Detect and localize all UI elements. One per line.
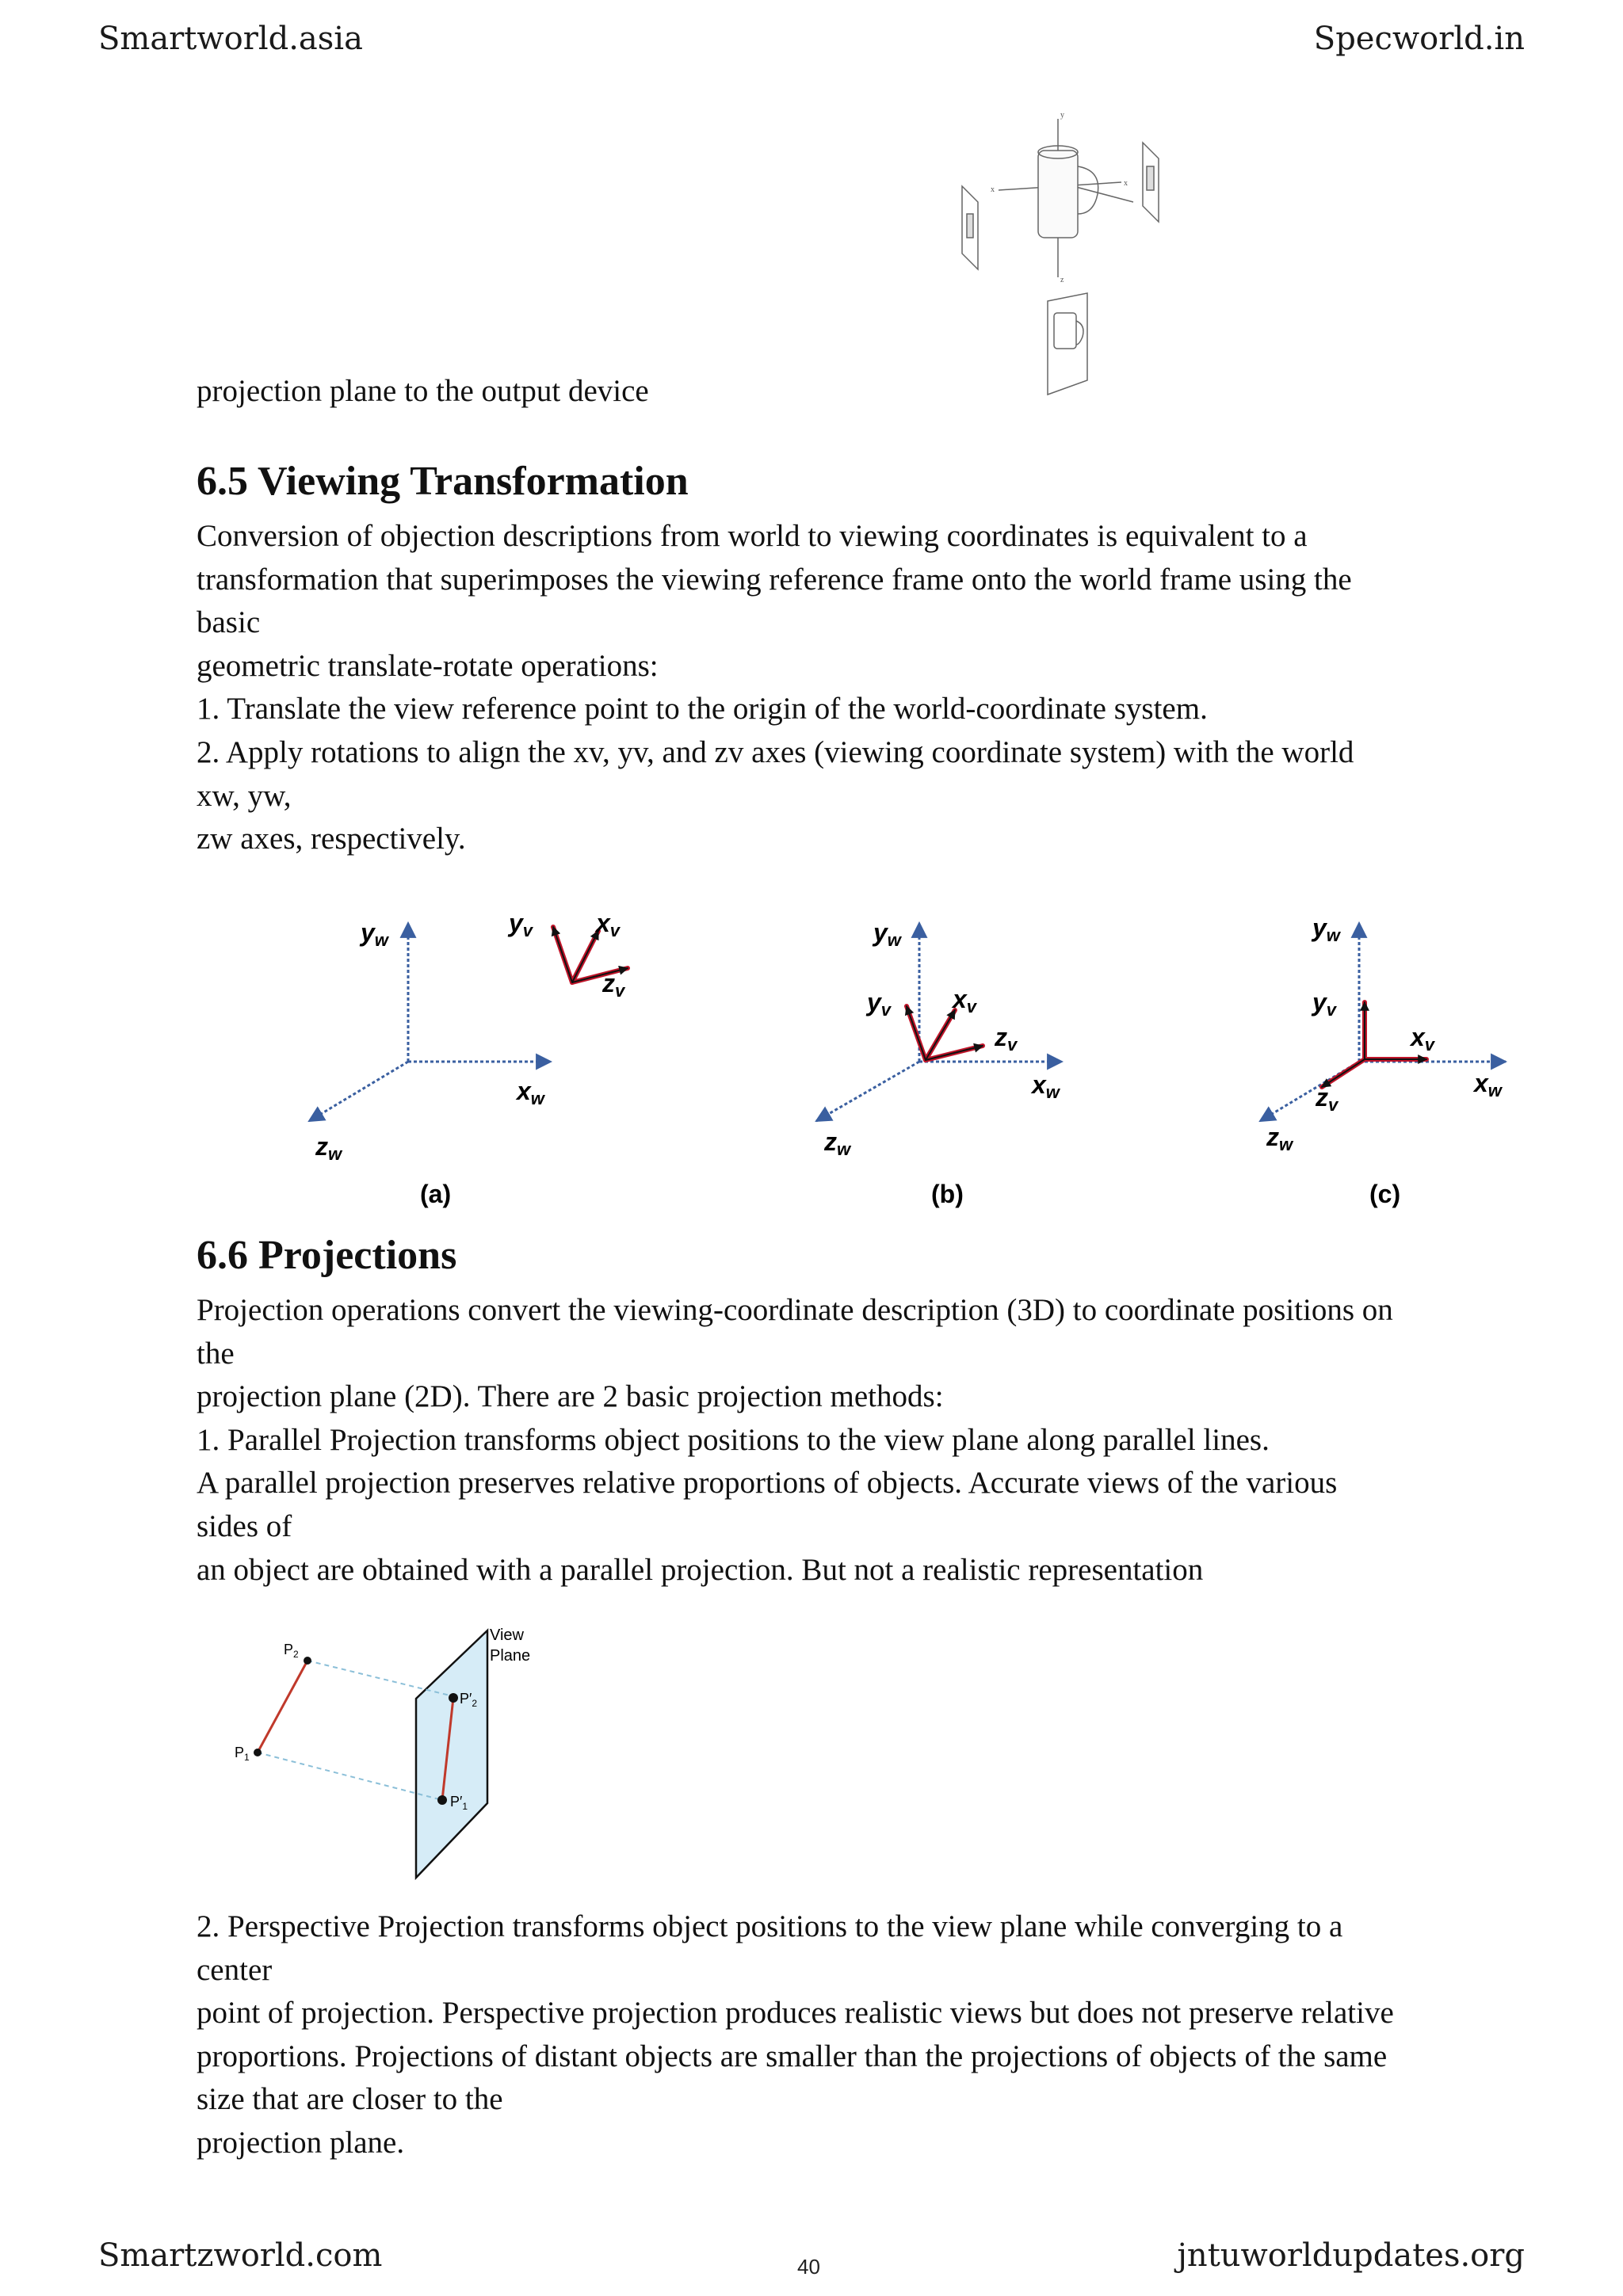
section-65-heading: 6.5 Viewing Transformation xyxy=(197,459,689,504)
body-line: xw, yw, xyxy=(197,778,292,813)
body-line: Projection operations convert the viewing-coordinate description (3D) to coordinate positions on xyxy=(197,1293,1393,1327)
svg-text:yw: yw xyxy=(1312,913,1340,945)
svg-text:x: x xyxy=(1124,179,1128,188)
body-line: Conversion of objection descriptions from world to viewing coordinates is equivalent to a xyxy=(197,519,1308,553)
svg-text:zv: zv xyxy=(1316,1083,1338,1115)
body-line: 2. Apply rotations to align the xv, yv, and zv axes (viewing coordinate system) with the world xyxy=(197,734,1354,769)
axes-panel-b xyxy=(816,918,1062,1208)
svg-text:xv: xv xyxy=(1411,1023,1435,1055)
body-line: sides of xyxy=(197,1508,292,1543)
svg-text:Plane: Plane xyxy=(490,1647,531,1665)
intro-tail-text: projection plane to the output device xyxy=(197,374,649,408)
body-line: center xyxy=(197,1952,273,1987)
svg-text:P2: $P_2$ xyxy=(284,1642,299,1660)
axes-panel-c xyxy=(1260,913,1506,1208)
body-line: zw axes, respectively. xyxy=(197,822,466,856)
svg-text:yv: yv xyxy=(509,909,533,940)
svg-text:xw: xw xyxy=(1032,1070,1060,1102)
svg-text:z: z xyxy=(1060,276,1064,284)
svg-text:yv: yv xyxy=(867,988,892,1020)
view-plane xyxy=(416,1630,487,1878)
svg-text:y: y xyxy=(1060,111,1064,120)
section-65-body xyxy=(197,515,1496,861)
header-left-site: Smartworld.asia xyxy=(98,21,363,57)
svg-text:View: View xyxy=(490,1627,524,1644)
figure-caption: (b) xyxy=(931,1180,964,1208)
body-line: proportions. Projections of distant objects are smaller than the projections of objects of the same xyxy=(197,2039,1388,2073)
svg-text:zw: zw xyxy=(315,1132,342,1164)
figure-caption: (a) xyxy=(420,1180,452,1208)
svg-text:yv: yv xyxy=(1312,988,1337,1020)
svg-text:P′2: $P'_2$ xyxy=(460,1691,478,1709)
svg-text:zw: zw xyxy=(1266,1123,1293,1154)
segment-p1-p2 xyxy=(258,1661,307,1753)
body-line: A parallel projection preserves relative proportions of objects. Accurate views of the various xyxy=(197,1466,1338,1501)
body-line: the xyxy=(197,1336,235,1371)
page-number: 40 xyxy=(797,2255,820,2279)
body-line: point of projection. Perspective projection produces realistic views but does not preserve relative xyxy=(197,1996,1394,2031)
figure-caption: (c) xyxy=(1369,1180,1401,1208)
svg-text:zv: zv xyxy=(602,969,625,1001)
footer-right-site: jntuworldupdates.org xyxy=(1177,2237,1525,2274)
body-line: an object are obtained with a parallel projection. But not a realistic representation xyxy=(197,1552,1204,1587)
body-line: projection plane. xyxy=(197,2125,405,2160)
viewing-transformation-figure xyxy=(285,903,1522,1220)
body-line: 2. Perspective Projection transforms object positions to the view plane while converging to a xyxy=(197,1909,1343,1943)
svg-text:xv: xv xyxy=(953,985,977,1016)
footer-left-site: Smartzworld.com xyxy=(98,2237,383,2274)
svg-text:xw: xw xyxy=(517,1077,544,1108)
svg-text:P′1: $P'_1$ xyxy=(450,1794,468,1812)
header-right-site: Specworld.in xyxy=(1313,21,1525,57)
section-66-heading: 6.6 Projections xyxy=(197,1233,457,1278)
svg-text:yw: yw xyxy=(361,918,388,950)
svg-text:zv: zv xyxy=(995,1023,1018,1055)
parallel-projection-figure xyxy=(222,1616,555,1886)
body-line: projection plane (2D). There are 2 basic projection methods: xyxy=(197,1379,944,1414)
svg-text:zw: zw xyxy=(824,1127,851,1159)
axes-panel-a xyxy=(309,909,628,1208)
body-line: 1. Parallel Projection transforms object positions to the view plane along parallel lines. xyxy=(197,1422,1270,1457)
section-66-body xyxy=(197,1289,1496,1592)
svg-text:yw: yw xyxy=(873,918,901,950)
mug-projection-figure xyxy=(951,103,1173,404)
svg-text:P1: $P_1$ xyxy=(235,1745,250,1763)
svg-text:xv: xv xyxy=(596,909,621,940)
svg-text:x: x xyxy=(991,185,995,194)
perspective-body xyxy=(197,1905,1496,2165)
body-line: 1. Translate the view reference point to the origin of the world-coordinate system. xyxy=(197,692,1208,727)
body-line: basic xyxy=(197,605,261,640)
svg-text:xw: xw xyxy=(1474,1069,1502,1100)
body-line: geometric translate-rotate operations: xyxy=(197,648,659,683)
body-line: transformation that superimposes the viewing reference frame onto the world frame using the xyxy=(197,562,1352,597)
body-line: size that are closer to the xyxy=(197,2082,503,2117)
